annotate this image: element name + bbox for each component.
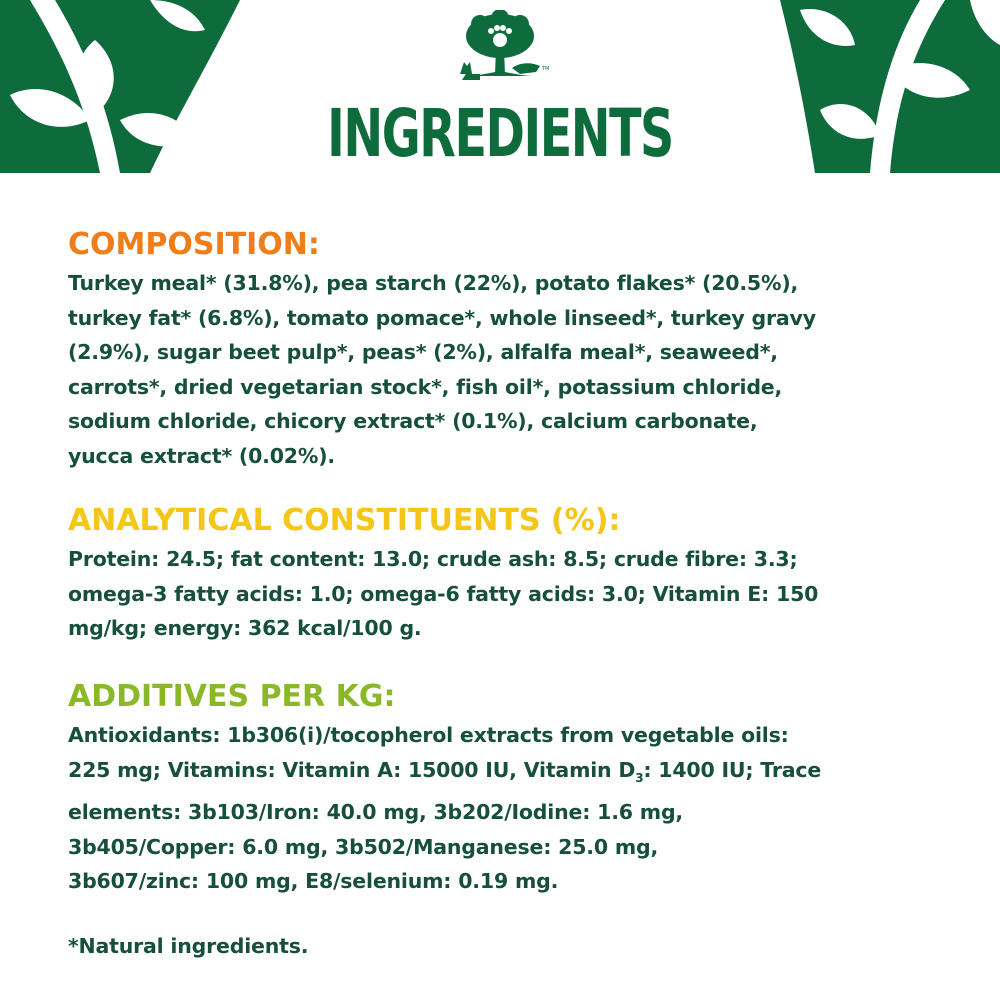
composition-text <box>68 266 816 474</box>
footnote: *Natural ingredients. <box>68 934 309 958</box>
composition-line: yucca extract* (0.02%). <box>68 443 335 468</box>
additives-line <box>68 753 821 796</box>
analytical-section <box>68 502 818 646</box>
vitamin-d-subscript: 3 <box>635 770 644 785</box>
composition-section <box>68 226 816 474</box>
composition-line: carrots*, dried vegetarian stock*, fish oil*, potassium chloride, <box>68 374 783 399</box>
composition-line: Turkey meal* (31.8%), pea starch (22%), potato flakes* (20.5%), <box>68 271 799 295</box>
svg-text:TM: TM <box>542 66 550 72</box>
additives-text <box>68 718 821 899</box>
additives-line: 3b607/zinc: 100 mg, E8/selenium: 0.19 mg. <box>68 869 559 894</box>
composition-heading: COMPOSITION: <box>68 227 320 262</box>
analytical-line: Protein: 24.5; fat content: 13.0; crude ash: 8.5; crude fibre: 3.3; <box>68 547 798 571</box>
additives-line: elements: 3b103/Iron: 40.0 mg, 3b202/Iodine: 1.6 mg, <box>68 800 684 825</box>
page-title: INGREDIENTS <box>327 95 673 172</box>
analytical-heading: ANALYTICAL CONSTITUENTS (%): <box>68 503 621 538</box>
tree-paw-cat-dog-icon <box>450 10 550 90</box>
analytical-line: omega-3 fatty acids: 1.0; omega-6 fatty acids: 3.0; Vitamin E: 150 <box>68 581 819 606</box>
analytical-text <box>68 542 818 646</box>
additives-line: 3b405/Copper: 6.0 mg, 3b502/Manganese: 25.0 mg, <box>68 834 659 859</box>
additives-line: Antioxidants: 1b306(i)/tocopherol extracts from vegetable oils: <box>68 723 789 747</box>
header-banner <box>0 0 1000 173</box>
additives-line-part: : 1400 IU; Trace <box>643 757 822 782</box>
additives-line-part: 225 mg; Vitamins: Vitamin A: 15000 IU, Vitamin D <box>68 757 636 782</box>
additives-section <box>68 678 821 899</box>
composition-line: sodium chloride, chicory extract* (0.1%), calcium carbonate, <box>68 409 758 434</box>
composition-line: turkey fat* (6.8%), tomato pomace*, whole linseed*, turkey gravy <box>68 305 816 330</box>
analytical-line: mg/kg; energy: 362 kcal/100 g. <box>68 616 422 641</box>
additives-heading: ADDITIVES PER KG: <box>68 679 396 714</box>
composition-line: (2.9%), sugar beet pulp*, peas* (2%), alfalfa meal*, seaweed*, <box>68 340 778 365</box>
